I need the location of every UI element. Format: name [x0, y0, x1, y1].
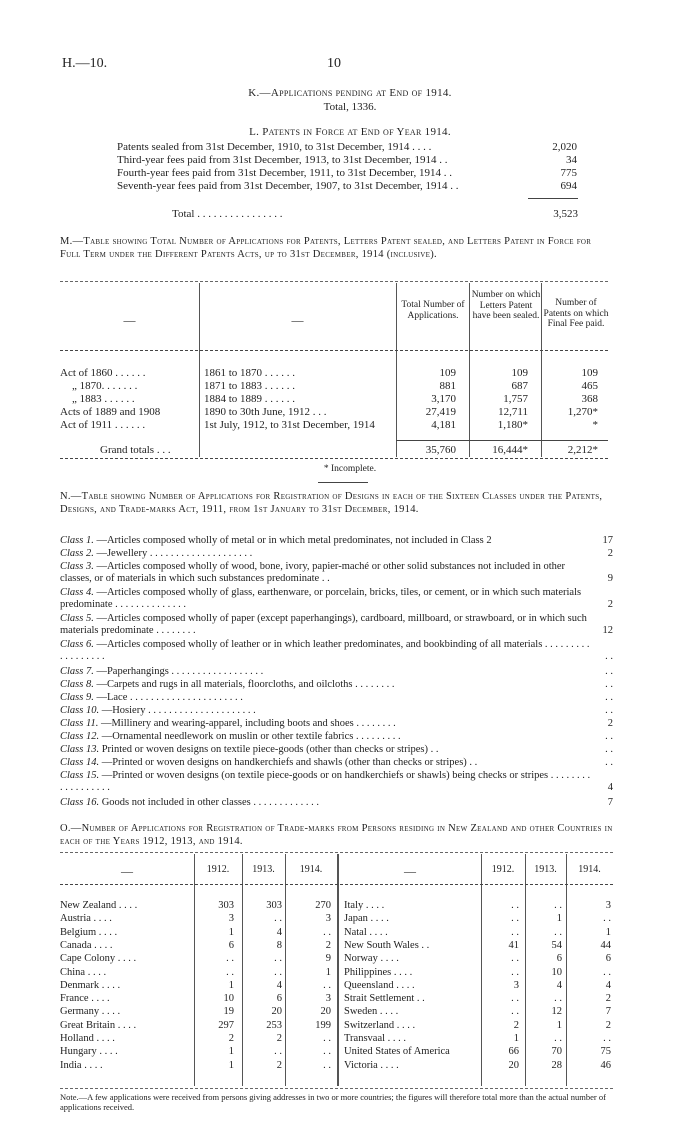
country-row [60, 1033, 337, 1045]
section-k-total: Total, 1336. [323, 101, 377, 113]
design-class-row: Class 15. —Printed or woven designs (on textile piece-goods or on handkerchiefs or shawls) being checks or stripes . . . . . . . . . . . . . . . . . . 4 [60, 770, 613, 794]
country-name: Switzerland . . . . [344, 1019, 416, 1031]
year-count: . . [511, 953, 519, 965]
year-count: . . [274, 966, 282, 978]
country-name: Italy . . . . [344, 900, 385, 911]
country-row [344, 1020, 613, 1032]
year-count: . . [323, 1059, 331, 1071]
table-row: „ 1883 . . . . . . 1884 to 1889 . . . . . . 3,170 1,757 368 [72, 393, 598, 405]
table-row: Acts of 1889 and 1908 1890 to 30th June, 1912 . . . 27,419 12,711 1,270* [60, 406, 598, 418]
design-class-row: Class 13. Printed or woven designs on textile piece-goods (other than checks or stripes) . . . . [60, 744, 613, 755]
year-count: 2 [605, 993, 611, 1005]
year-count: . . [274, 953, 282, 965]
year-count: 54 [551, 939, 562, 951]
design-class-row: Class 8. —Carpets and rugs in all materials, floorcloths, and oilcloths . . . . . . . . . . [60, 679, 613, 690]
design-class-row: Class 3. —Articles composed wholly of wood, bone, ivory, papier-maché or other solid substances not included in other classes, or of materials in which such substances predominate . . 9 [60, 561, 613, 585]
year-count: 4 [556, 979, 562, 991]
country-row [60, 967, 337, 979]
col-header-period: — [291, 313, 304, 327]
section-l-row: Fourth-year fees paid from 31st December, 1911, to 31st December, 1914 . . 775 [117, 167, 577, 179]
country-row [60, 953, 337, 965]
country-row [344, 1060, 613, 1072]
country-row [344, 940, 613, 952]
table-row: Act of 1860 . . . . . . 1861 to 1870 . . . . . . 109 109 109 [60, 367, 598, 379]
year-count: 20 [271, 1006, 282, 1018]
country-name: New Zealand . . . . [60, 900, 138, 911]
year-count: 199 [315, 1019, 331, 1031]
country-row [60, 1046, 337, 1058]
section-l-total-value: 3,523 [553, 208, 578, 220]
year-count: 1 [556, 913, 562, 925]
country-name: Queensland . . . . [344, 979, 415, 991]
col-header-sealed: Number on which Letters Patent have been sealed. [471, 290, 541, 321]
country-row [60, 913, 337, 925]
year-count: 2 [276, 1059, 282, 1071]
year-count: 1 [605, 926, 611, 938]
year-count: . . [323, 979, 331, 991]
country-name: Austria . . . . [60, 913, 112, 925]
country-name: New South Wales . . [344, 939, 430, 951]
year-count: 1 [556, 1019, 562, 1031]
year-count: 9 [325, 953, 331, 965]
year-count: . . [323, 926, 331, 938]
year-count: 41 [508, 939, 519, 951]
country-row [344, 1033, 613, 1045]
year-count: . . [603, 913, 611, 925]
year-count: 12 [551, 1006, 562, 1018]
country-name: Transvaal . . . . [344, 1033, 407, 1044]
year-count: 3 [325, 913, 331, 925]
section-o-title: O.—Number of Applications for Registration of Trade-marks from Persons residing in New Zealand and other Countries in each of the Years 1912, 1913, and 1914. [60, 823, 613, 847]
country-name: India . . . . [60, 1059, 103, 1071]
country-name: Strait Settlement . . [344, 993, 425, 1005]
year-count: . . [603, 966, 611, 978]
country-name: Denmark . . . . [60, 979, 121, 991]
country-name: Norway . . . . [344, 953, 399, 965]
year-count: 3 [325, 993, 331, 1005]
table-row: Act of 1911 . . . . . . 1st July, 1912, to 31st December, 1914 4,181 1,180* * [60, 419, 598, 431]
design-class-row: Class 5. —Articles composed wholly of paper (except paperhangings), cardboard, millboard, or strawboard, or in which such materials predominate . . . . . . . . 12 [60, 613, 613, 637]
year-count: . . [511, 966, 519, 978]
design-class-row: Class 2. —Jewellery . . . . . . . . . . . . . . . . . . . . 2 [60, 548, 613, 559]
section-l-total-label: Total . . . . . . . . . . . . . . . . [172, 208, 283, 220]
table-row: „ 1870. . . . . . . 1871 to 1883 . . . . . . 881 687 465 [72, 380, 598, 392]
col-header-country: — [404, 864, 416, 878]
year-count: . . [511, 926, 519, 938]
country-row [60, 1006, 337, 1018]
col-header-act: — [123, 313, 136, 327]
country-name: Great Britain . . . . [60, 1019, 137, 1031]
design-class-row: Class 7. —Paperhangings . . . . . . . . . . . . . . . . . . . . [60, 666, 613, 677]
year-count: 270 [315, 900, 331, 911]
country-row [60, 927, 337, 939]
year-count: . . [323, 1033, 331, 1044]
table-o-divider [337, 854, 339, 1086]
col-header-1912: 1912. [206, 864, 230, 875]
design-class-row: Class 14. —Printed or woven designs on handkerchiefs and shawls (other than checks or stripes) . . . . [60, 757, 613, 768]
year-count: 1 [228, 926, 234, 938]
year-count: . . [511, 913, 519, 925]
col-header-1913: 1913. [252, 864, 275, 875]
year-count: 28 [551, 1059, 562, 1071]
grand-total-row: Grand totals . . . 35,760 16,444* 2,212* [100, 444, 598, 456]
country-name: Natal . . . . [344, 926, 388, 938]
country-row [60, 940, 337, 952]
year-count: 303 [218, 900, 234, 911]
section-k-title: K.—Applications pending at End of 1914. [248, 87, 452, 99]
grand-total-rule [396, 440, 608, 441]
country-row [344, 980, 613, 992]
country-row [344, 1046, 613, 1058]
year-count: 6 [276, 993, 282, 1005]
country-row [60, 980, 337, 992]
country-row [344, 913, 613, 925]
col-header-1914: 1914. [299, 864, 323, 875]
section-l-row: Patents sealed from 31st December, 1910, to 31st December, 1914 . . . . 2,020 [117, 141, 577, 153]
table-top-rule [60, 281, 608, 282]
year-count: 7 [605, 1006, 611, 1018]
year-count: 303 [266, 900, 282, 911]
year-count: 44 [600, 939, 611, 951]
page-number: 10 [327, 56, 341, 71]
year-count: . . [603, 1033, 611, 1044]
table-o-header-rule [60, 884, 613, 885]
country-name: Germany . . . . [60, 1006, 121, 1018]
year-count: . . [554, 1033, 562, 1044]
col-header-country: — [121, 864, 133, 878]
year-count: 2 [325, 939, 331, 951]
year-count: . . [226, 953, 234, 965]
year-count: 46 [600, 1059, 611, 1071]
year-count: 3 [228, 913, 234, 925]
year-count: 1 [228, 1059, 234, 1071]
year-count: 10 [223, 993, 234, 1005]
country-name: Philippines . . . . [344, 966, 413, 978]
year-count: 6 [605, 953, 611, 965]
country-name: Sweden . . . . [344, 1006, 399, 1018]
year-count: 1 [325, 966, 331, 978]
section-l-row: Third-year fees paid from 31st December, 1913, to 31st December, 1914 . . 34 [117, 154, 577, 166]
table-o-top-rule [60, 852, 613, 853]
table-o-note: Note.—A few applications were received from persons giving addresses in two or more countries; the figures will therefore total more than the actual number of applications received. [60, 1092, 606, 1112]
year-count: 2 [605, 1019, 611, 1031]
year-count: . . [274, 913, 282, 925]
country-name: Japan . . . . [344, 913, 389, 925]
section-l-total-rule [528, 198, 578, 199]
year-count: 75 [600, 1046, 611, 1058]
table-footnote: * Incomplete. [323, 464, 377, 474]
year-count: 297 [218, 1019, 234, 1031]
design-class-row: Class 11. —Millinery and wearing-apparel, including boots and shoes . . . . . . . . 2 [60, 718, 613, 729]
design-class-row: Class 9. —Lace . . . . . . . . . . . . . . . . . . . . . . . . [60, 692, 613, 703]
year-count: . . [511, 900, 519, 911]
country-name: United States of America [344, 1046, 450, 1058]
year-count: 1 [513, 1033, 519, 1044]
year-count: 1 [228, 979, 234, 991]
year-count: 10 [551, 966, 562, 978]
country-row [344, 900, 613, 912]
year-count: 20 [320, 1006, 331, 1018]
country-row [60, 993, 337, 1005]
section-divider [318, 482, 368, 483]
country-name: Holland . . . . [60, 1033, 115, 1044]
year-count: . . [554, 900, 562, 911]
country-row [344, 927, 613, 939]
year-count: 19 [223, 1006, 234, 1018]
year-count: 66 [508, 1046, 519, 1058]
page-reference: H.—10. [62, 56, 108, 71]
year-count: 3 [513, 979, 519, 991]
design-class-row: Class 16. Goods not included in other classes . . . . . . . . . . . . . 7 [60, 797, 613, 808]
country-row [60, 1060, 337, 1072]
col-header-1914: 1914. [578, 864, 601, 875]
year-count: 2 [513, 1019, 519, 1031]
country-row [344, 993, 613, 1005]
country-name: Cape Colony . . . . [60, 953, 137, 965]
year-count: 4 [605, 979, 611, 991]
table-bottom-rule [60, 458, 608, 459]
country-row [344, 967, 613, 979]
col-header-1912: 1912. [491, 864, 515, 875]
year-count: . . [323, 1046, 331, 1058]
country-name: Victoria . . . . [344, 1059, 399, 1071]
table-o-bottom-rule [60, 1088, 613, 1089]
section-m-title: M.—Table showing Total Number of Applications for Patents, Letters Patent sealed, and Letters Patent in Force for Full Term under the Different Patents Acts, up to 31st December, 1914 (inclusive). [60, 236, 592, 260]
year-count: 1 [228, 1046, 234, 1058]
section-l-row: Seventh-year fees paid from 31st December, 1907, to 31st December, 1914 . . 694 [117, 180, 577, 192]
section-n-title: N.—Table showing Number of Applications for Registration of Designs in each of the Sixteen Classes under the Patents, Designs, and Trade-marks Act, 1911, from 1st January to 31st December, 1914. [60, 491, 603, 515]
table-header-rule [60, 350, 608, 351]
design-class-row: Class 4. —Articles composed wholly of glass, earthenware, or porcelain, bricks, tiles, or cement, or in which such materials predominate . . . . . . . . . . . . . . 2 [60, 587, 613, 611]
year-count: . . [554, 993, 562, 1005]
year-count: 4 [276, 979, 282, 991]
country-name: Hungary . . . . [60, 1046, 118, 1058]
country-row [60, 1020, 337, 1032]
design-class-row: Class 6. —Articles composed wholly of leather or in which leather predominates, and bookbinding of all materials . . . . . . . . . . . . . . . . . . . . [60, 639, 613, 663]
year-count: 2 [276, 1033, 282, 1044]
year-count: 8 [276, 939, 282, 951]
year-count: . . [274, 1046, 282, 1058]
design-class-row: Class 12. —Ornamental needlework on muslin or other textile fabrics . . . . . . . . . . . [60, 731, 613, 742]
col-header-total: Total Number of Applications. [401, 300, 465, 321]
year-count: 6 [228, 939, 234, 951]
year-count: 2 [228, 1033, 234, 1044]
year-count: . . [511, 1006, 519, 1018]
year-count: . . [511, 993, 519, 1005]
country-name: China . . . . [60, 966, 107, 978]
year-count: 20 [508, 1059, 519, 1071]
year-count: 6 [556, 953, 562, 965]
year-count: 4 [276, 926, 282, 938]
year-count: 253 [266, 1019, 282, 1031]
col-header-final: Number of Patents on which Final Fee paid. [543, 298, 609, 329]
country-name: Belgium . . . . [60, 926, 118, 938]
country-name: France . . . . [60, 993, 110, 1005]
country-row [60, 900, 337, 912]
col-header-1913: 1913. [534, 864, 557, 875]
year-count: 3 [605, 900, 611, 911]
year-count: 70 [551, 1046, 562, 1058]
year-count: . . [554, 926, 562, 938]
year-count: . . [226, 966, 234, 978]
design-class-row: Class 1. —Articles composed wholly of metal or in which metal predominates, not included in Class 2 17 [60, 535, 613, 546]
design-class-row: Class 10. —Hosiery . . . . . . . . . . . . . . . . . . . . . . . [60, 705, 613, 716]
country-name: Canada . . . . [60, 939, 113, 951]
country-row [344, 953, 613, 965]
country-row [344, 1006, 613, 1018]
section-l-title: L. Patents in Force at End of Year 1914. [249, 126, 451, 138]
